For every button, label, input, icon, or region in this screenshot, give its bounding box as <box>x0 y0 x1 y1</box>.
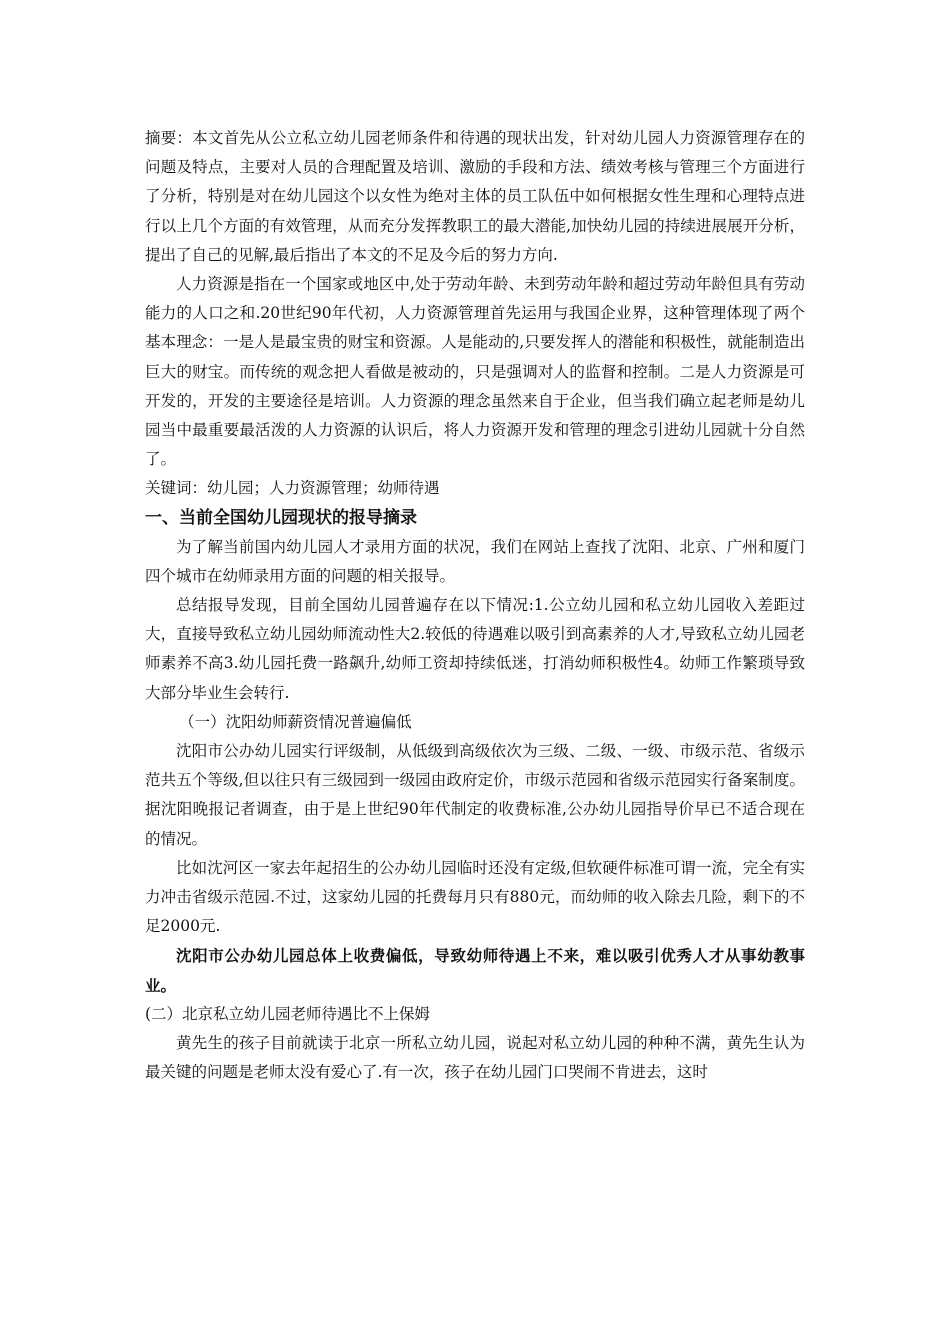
subsection-1-paragraph-2: 比如沈河区一家去年起招生的公办幼儿园临时还没有定级,但软硬件标准可谓一流，完全有实力冲击省级示范园.不过，这家幼儿园的托费每月只有880元，而幼师的收入除去几险，剩下的不足2000元. <box>145 858 805 936</box>
abstract-paragraph: 摘要：本文首先从公立私立幼儿园老师条件和待遇的现状出发，针对幼儿园人力资源管理存在的问题及特点，主要对人员的合理配置及培训、激励的手段和方法、绩效考核与管理三个方面进行了分析，特别是对在幼儿园这个以女性为绝对主体的员工队伍中如何根据女性生理和心理特点进行以上几个方面的有效管理，从而充分发挥教职工的最大潜能,加快幼儿园的持续进展展开分析，提出了自己的见解,最后指出了本文的不足及今后的努力方向. <box>145 129 805 264</box>
subsection-1-heading: （一）沈阳幼师薪资情况普遍偏低 <box>179 712 412 731</box>
subsection-2-heading: (二）北京私立幼儿园老师待遇比不上保姆 <box>145 1004 431 1023</box>
section-1-paragraph-1: 为了解当前国内幼儿园人才录用方面的状况，我们在网站上查找了沈阳、北京、广州和厦门四个城市在幼师录用方面的问题的相关报导。 <box>145 537 805 585</box>
subsection-1-bold-summary: 沈阳市公办幼儿园总体上收费偏低，导致幼师待遇上不来，难以吸引优秀人才从事幼教事业。 <box>145 946 805 995</box>
subsection-2-paragraph-1: 黄先生的孩子目前就读于北京一所私立幼儿园，说起对私立幼儿园的种种不满，黄先生认为最关键的问题是老师太没有爱心了.有一次，孩子在幼儿园门口哭闹不肯进去，这时 <box>145 1034 805 1082</box>
document-page <box>145 124 805 1088</box>
keywords-line: 关键词：幼儿园；人力资源管理；幼师待遇 <box>145 479 440 498</box>
section-1-paragraph-2: 总结报导发现，目前全国幼儿园普遍存在以下情况:1.公立幼儿园和私立幼儿园收入差距过大，直接导致私立幼儿园幼师流动性大2.较低的待遇难以吸引到高素养的人才,导致私立幼儿园老师素养不高3.幼儿园托费一路飙升,幼师工资却持续低迷，打消幼师积极性4。幼师工作繁琐导致大部分毕业生会转行. <box>145 596 805 702</box>
section-1-heading: 一、当前全国幼儿园现状的报导摘录 <box>145 507 417 528</box>
subsection-1-paragraph-1: 沈阳市公办幼儿园实行评级制，从低级到高级依次为三级、二级、一级、市级示范、省级示范共五个等级,但以往只有三级园到一级园由政府定价，市级示范园和省级示范园实行备案制度。据沈阳晚报记者调查，由于是上世纪90年代制定的收费标准,公办幼儿园指导价早已不适合现在的情况。 <box>145 742 805 848</box>
intro-paragraph: 人力资源是指在一个国家或地区中,处于劳动年龄、未到劳动年龄和超过劳动年龄但具有劳动能力的人口之和.20世纪90年代初，人力资源管理首先运用与我国企业界，这种管理体现了两个基本理念：一是人是最宝贵的财宝和资源。人是能动的,只要发挥人的潜能和积极性，就能制造出巨大的财宝。而传统的观念把人看做是被动的，只是强调对人的监督和控制。二是人力资源是可开发的，开发的主要途径是培训。人力资源的理念虽然来自于企业，但当我们确立起老师是幼儿园当中最重要最活泼的人力资源的认识后，将人力资源开发和管理的理念引进幼儿园就十分自然了。 <box>145 275 805 469</box>
